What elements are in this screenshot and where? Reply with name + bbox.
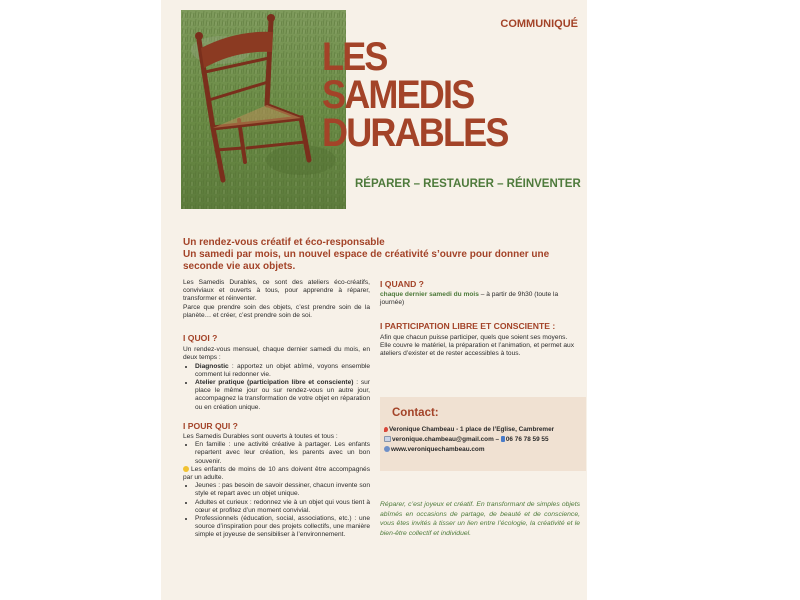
contact-address: Veronique Chambeau - 1 place de l’Eglise, Cambremer	[384, 426, 554, 433]
list-item: • Jeunes : pas besoin de savoir dessiner, chacun invente son style et repart avec un objet unique.	[195, 482, 370, 498]
pour-qui-intro: Les Samedis Durables sont ouverts à toutes et tous :	[183, 433, 338, 441]
contact-title: Contact:	[392, 407, 439, 419]
pour-qui-list	[183, 441, 370, 466]
list-item: • Professionnels (éducation, social, associations, etc.) : une source d’inspiration pour des projets collectifs, une manière simple et joyeuse de sensibiliser à l’environnement.	[195, 515, 370, 540]
section-heading-participation: I PARTICIPATION LIBRE ET CONSCIENTE :	[380, 320, 556, 331]
section-heading-quand: I QUAND ?	[380, 279, 424, 289]
list-item: • Diagnostic : apportez un objet abîmé, voyons ensemble comment lui redonner vie.	[195, 363, 370, 379]
children-note: Les enfants de moins de 10 ans doivent être accompagnés par un adulte.	[183, 465, 370, 482]
left-column	[183, 279, 370, 540]
mail-icon	[384, 436, 391, 442]
pour-qui-list-2	[183, 482, 370, 539]
warning-icon	[183, 466, 189, 472]
title-line: DURABLES	[322, 111, 508, 155]
list-item: • Adultes et curieux : redonnez vie à un objet qui vous tient à cœur et profitez d’un moment convivial.	[195, 499, 370, 515]
communique-label: COMMUNIQUÉ	[500, 18, 578, 30]
contact-website[interactable]: www.veroniquechambeau.com	[391, 446, 485, 453]
globe-icon	[384, 446, 390, 452]
title-line: SAMEDIS	[322, 73, 474, 117]
title-line: LES	[322, 35, 387, 79]
contact-email-phone: veronique.chambeau@gmail.com – 06 76 78 59 55	[384, 436, 549, 443]
contact-email[interactable]: veronique.chambeau@gmail.com	[392, 436, 494, 443]
section-heading-pour-qui: I POUR QUI ?	[183, 420, 238, 431]
page-title	[322, 35, 547, 155]
quoi-list	[183, 363, 370, 412]
quand-text: chaque dernier samedi du mois – à partir de 9h30 (toute la journée)	[380, 291, 559, 307]
description-paragraph: Les Samedis Durables, ce sont des ateliers éco-créatifs, conviviaux et ouverts à tous, pour apprendre à réparer, transformer et réinventer.	[183, 279, 370, 303]
intro-block	[183, 237, 573, 273]
contact-website-line	[384, 446, 485, 453]
description-paragraph: Parce que prendre soin des objets, c’est prendre soin de la planète… et créer, c’est prendre soin de soi.	[183, 303, 370, 319]
participation-text: Elle couvre le matériel, la préparation et l’animation, et permet aux ateliers d’exister et de rester accessibles à tous.	[380, 342, 574, 358]
quoi-intro: Un rendez-vous mensuel, chaque dernier samedi du mois, en deux temps :	[183, 346, 370, 362]
list-item: • En famille : une activité créative à partager. Les enfants repartent avec leur création, les parents avec un bon souvenir.	[195, 441, 370, 466]
participation-text: Afin que chacun puisse participer, quels que soient ses moyens.	[380, 333, 568, 341]
right-column	[380, 280, 574, 358]
phone-icon	[501, 436, 505, 442]
intro-line-1: Un rendez-vous créatif et éco-responsable	[183, 237, 385, 248]
contact-box	[380, 397, 586, 471]
contact-phone[interactable]: 06 76 78 59 55	[505, 436, 549, 443]
tagline: RÉPARER – RESTAURER – RÉINVENTER	[355, 178, 581, 190]
list-item: • Atelier pratique (participation libre et consciente) : sur place le même jour ou sur rendez-vous un autre jour, accompagnez la transformation de votre objet en réparation ou en création unique.	[195, 379, 370, 412]
section-heading-quoi: I QUOI ?	[183, 333, 218, 344]
intro-line-2: Un samedi par mois, un nouvel espace de créativité s’ouvre pour donner une seconde vie aux objets.	[183, 249, 550, 272]
closing-quote: Réparer, c’est joyeux et créatif. En transformant de simples objets abîmés en occasions de partage, de beauté et de conscience, vous êtes invités à tisser un lien entre l’écologie, la créativité et le bien-être collectif et individuel.	[380, 501, 580, 537]
pin-icon	[384, 427, 388, 432]
